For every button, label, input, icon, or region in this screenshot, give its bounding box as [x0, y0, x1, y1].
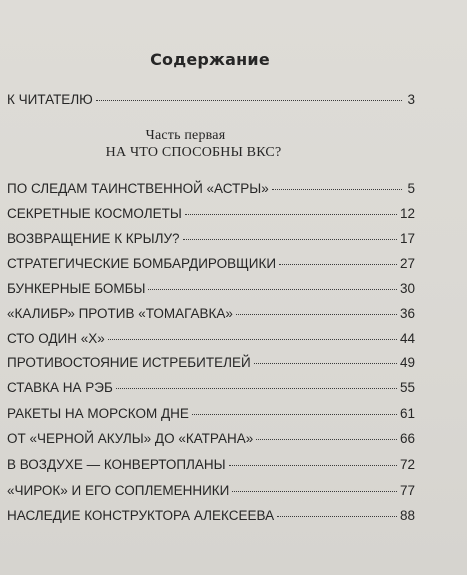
- dot-leader: [256, 439, 397, 440]
- toc-entry-title: ПРОТИВОСТОЯНИЕ ИСТРЕБИТЕЛЕЙ: [7, 355, 251, 370]
- toc-entry-title: БУНКЕРНЫЕ БОМБЫ: [7, 281, 146, 296]
- dot-leader: [192, 414, 397, 415]
- toc-entry: [7, 508, 415, 526]
- toc-entry: [7, 306, 415, 324]
- toc-entry: [7, 231, 415, 249]
- toc-entry-title: ВОЗВРАЩЕНИЕ К КРЫЛУ?: [7, 231, 180, 246]
- dot-leader: [185, 214, 397, 215]
- toc-entry-page: 72: [399, 457, 415, 472]
- toc-entry-page: 77: [399, 483, 415, 498]
- dot-leader: [229, 465, 397, 466]
- dot-leader: [277, 516, 397, 517]
- dot-leader: [148, 289, 397, 290]
- toc-entry: [7, 457, 415, 475]
- toc-entry-page: 88: [399, 508, 415, 523]
- dot-leader: [236, 314, 397, 315]
- toc-entry: [7, 206, 415, 224]
- dot-leader: [232, 491, 397, 492]
- toc-entry-page: 3: [407, 92, 415, 107]
- dot-leader: [108, 339, 397, 340]
- toc-entry-page: 44: [399, 331, 415, 346]
- dot-leader: [272, 189, 402, 190]
- dot-leader: [254, 363, 397, 364]
- toc-entry-page: 5: [407, 181, 415, 196]
- toc-entry-title: НАСЛЕДИЕ КОНСТРУКТОРА АЛЕКСЕЕВА: [7, 508, 275, 523]
- toc-entry-title: СЕКРЕТНЫЕ КОСМОЛЕТЫ: [7, 206, 182, 221]
- dot-leader: [96, 100, 402, 101]
- toc-entry: [7, 380, 415, 398]
- toc-entry-page: 27: [399, 256, 415, 271]
- toc-entry-title: ОТ «ЧЕРНОЙ АКУЛЫ» ДО «КАТРАНА»: [7, 431, 254, 446]
- toc-entry-title: СТО ОДИН «Х»: [7, 331, 105, 346]
- toc-entry-title: РАКЕТЫ НА МОРСКОМ ДНЕ: [7, 406, 189, 421]
- page-title: Содержание: [150, 50, 270, 69]
- toc-entry: [7, 256, 415, 274]
- part-title: НА ЧТО СПОСОБНЫ ВКС?: [105, 145, 282, 160]
- toc-entry-title: В ВОЗДУХЕ — КОНВЕРТОПЛАНЫ: [7, 457, 226, 472]
- toc-entry: [7, 406, 415, 424]
- toc-entry-page: 12: [399, 206, 415, 221]
- toc-entry-page: 49: [399, 355, 415, 370]
- toc-entry: [7, 181, 415, 199]
- toc-entry: [7, 281, 415, 299]
- toc-entry: [7, 431, 415, 449]
- toc-entry-title: СТРАТЕГИЧЕСКИЕ БОМБАРДИРОВЩИКИ: [7, 256, 277, 271]
- toc-entry-title: «КАЛИБР» ПРОТИВ «ТОМАГАВКА»: [7, 306, 233, 321]
- toc-entry: [7, 331, 415, 349]
- dot-leader: [116, 388, 397, 389]
- dot-leader: [279, 264, 397, 265]
- toc-entry-title: СТАВКА НА РЭБ: [7, 380, 113, 395]
- toc-entry-page: 17: [399, 231, 415, 246]
- toc-entry: [7, 355, 415, 373]
- part-label: Часть первая: [145, 128, 226, 143]
- toc-entry-page: 55: [399, 380, 415, 395]
- toc-entry: [7, 483, 415, 501]
- toc-entry-intro: [7, 92, 415, 110]
- toc-entry-title: ПО СЛЕДАМ ТАИНСТВЕННОЙ «АСТРЫ»: [7, 181, 269, 196]
- toc-entry-title: К ЧИТАТЕЛЮ: [7, 92, 93, 107]
- toc-entry-page: 36: [399, 306, 415, 321]
- dot-leader: [183, 239, 397, 240]
- toc-entry-title: «ЧИРОК» И ЕГО СОПЛЕМЕННИКИ: [7, 483, 230, 498]
- toc-entry-page: 66: [399, 431, 415, 446]
- toc-entry-page: 30: [399, 281, 415, 296]
- toc-entry-page: 61: [399, 406, 415, 421]
